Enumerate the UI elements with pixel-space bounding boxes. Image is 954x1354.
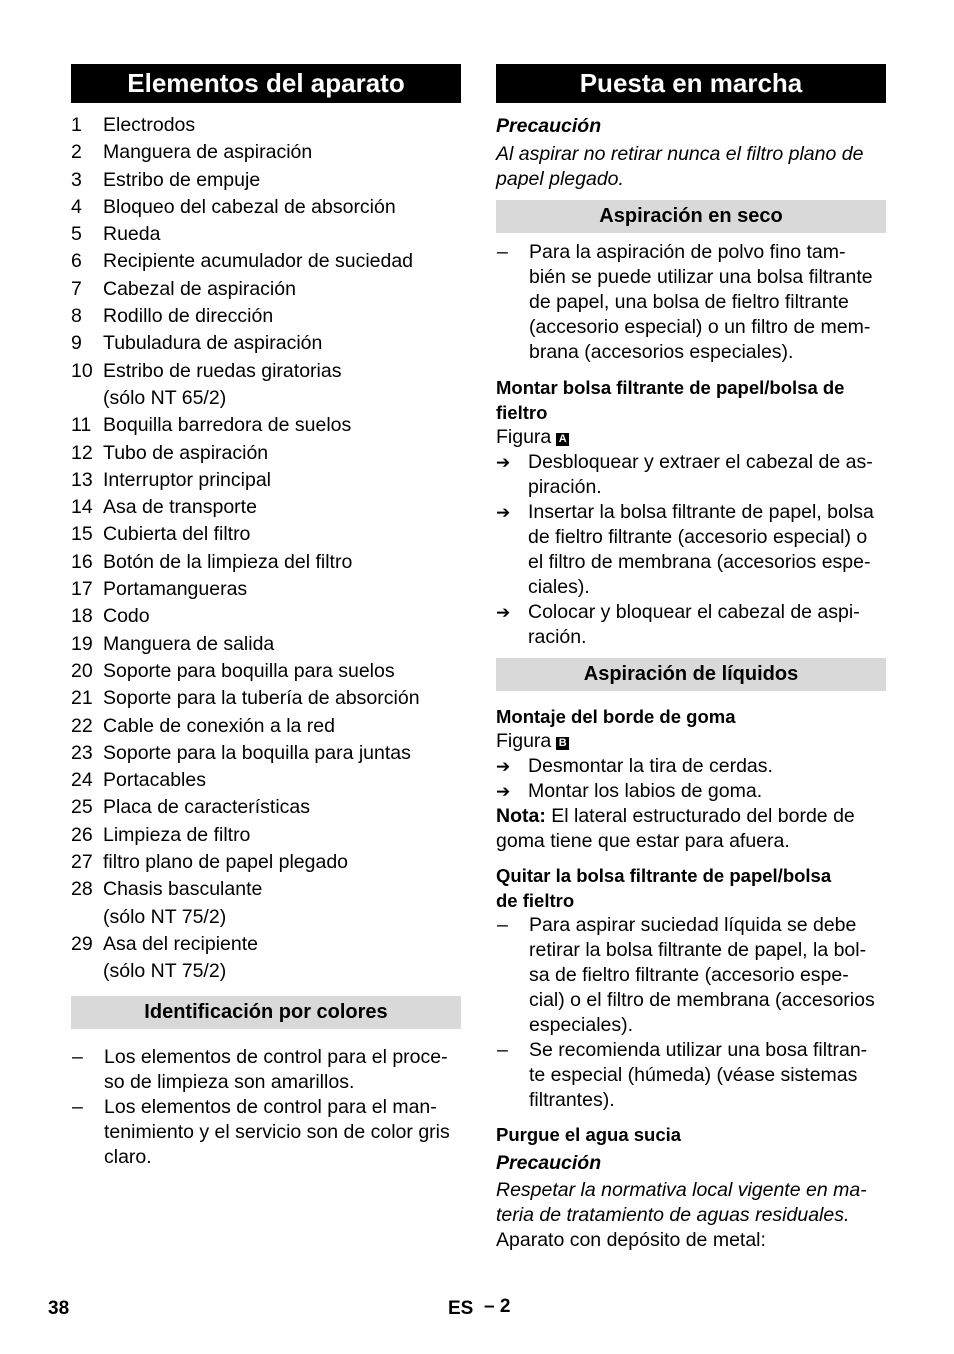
item-number: 8 [71, 305, 82, 328]
list-item [71, 467, 461, 494]
item-text [528, 779, 762, 804]
list-item [71, 631, 461, 658]
list-item [71, 1045, 461, 1095]
text-line: filtrantes). [529, 1089, 615, 1111]
list-item [71, 412, 461, 439]
arrow-right-icon: ➔ [496, 453, 511, 472]
item-number: 15 [71, 523, 93, 546]
item-label [103, 248, 461, 275]
list-item [71, 167, 461, 194]
item-number: 1 [71, 114, 82, 136]
text-line: tenimiento y el servicio son de color gris [104, 1120, 450, 1143]
list-item [496, 600, 886, 650]
list-item [71, 194, 461, 221]
language-code: ES [448, 1298, 474, 1319]
text-line: Al aspirar no retirar nunca el filtro plano de [496, 143, 864, 165]
text-line: Montar los labios de goma. [528, 780, 763, 802]
list-item [496, 500, 886, 600]
list-item [71, 931, 461, 986]
item-label [103, 931, 461, 986]
item-label [103, 631, 461, 658]
item-number: 27 [71, 851, 93, 874]
figure-reference-a [496, 425, 886, 450]
item-label [103, 794, 461, 821]
rubber-edge-heading: Montaje del borde de goma [496, 706, 736, 727]
list-item [71, 794, 461, 821]
item-number: 19 [71, 632, 93, 655]
list-item [71, 822, 461, 849]
mount-filter-bag-heading [496, 375, 886, 425]
item-label [103, 330, 461, 357]
item-number: 6 [71, 250, 82, 273]
item-text [529, 240, 873, 365]
text-line: Asa de transporte [103, 496, 257, 519]
item-number: 17 [71, 578, 93, 601]
list-item [71, 1095, 461, 1170]
text-line: Cable de conexión a la red [103, 714, 335, 737]
text-line: retirar la bolsa filtrante de papel, la bol- [529, 939, 867, 961]
text-line: Tubo de aspiración [103, 441, 269, 464]
dash-bullet-icon: – [72, 1045, 83, 1068]
right-column [496, 64, 886, 1253]
arrow-right-icon: ➔ [496, 603, 511, 622]
item-label [103, 440, 461, 467]
item-label [103, 658, 461, 685]
text-line: el filtro de membrana (accesorios espe- [528, 551, 871, 573]
text-line: Codo [103, 605, 150, 628]
list-item [71, 767, 461, 794]
drain-text: Aparato con depósito de metal: [496, 1229, 766, 1251]
text-line: Tubuladura de aspiración [103, 332, 323, 355]
text-line: Quitar la bolsa filtrante de papel/bolsa [496, 865, 832, 886]
list-item [71, 549, 461, 576]
mount-filter-bag-steps [496, 450, 886, 650]
item-number: 20 [71, 659, 93, 682]
text-line: (sólo NT 75/2) [103, 905, 227, 928]
note-label: Nota: [496, 805, 546, 827]
list-item [496, 779, 886, 804]
note-paragraph [496, 804, 886, 854]
text-line: Para la aspiración de polvo fino tam- [529, 241, 846, 263]
item-label [103, 767, 461, 794]
item-label [103, 740, 461, 767]
text-line: Electrodos [103, 114, 196, 136]
figure-label: Figura [496, 730, 552, 752]
item-label [103, 358, 461, 413]
text-line: Soporte para la tubería de absorción [103, 687, 420, 710]
text-line: Manguera de aspiración [103, 141, 313, 164]
text-line: Para aspirar suciedad líquida se debe [529, 914, 857, 936]
text-line: (sólo NT 75/2) [103, 960, 227, 983]
item-number: 12 [71, 441, 93, 464]
item-number: 28 [71, 878, 93, 901]
dry-vacuuming-list [496, 240, 886, 365]
item-number: 2 [71, 141, 82, 164]
item-number: 9 [71, 332, 82, 355]
list-item [71, 876, 461, 931]
item-label [103, 167, 461, 194]
text-line: Estribo de ruedas giratorias [103, 359, 342, 382]
item-number: 22 [71, 714, 93, 737]
list-item [71, 139, 461, 166]
text-line: Botón de la limpieza del filtro [103, 550, 353, 573]
text-line: claro. [104, 1145, 152, 1168]
figure-a-icon: A [556, 433, 569, 446]
text-line: Limpieza de filtro [103, 823, 251, 846]
remove-filter-bag-heading [496, 863, 886, 913]
item-text [104, 1045, 448, 1095]
list-item [496, 240, 886, 365]
text-line: Manguera de salida [103, 632, 275, 655]
text-line: cial) o el filtro de membrana (accesorios [529, 989, 875, 1011]
item-number: 21 [71, 687, 93, 710]
item-label [103, 412, 461, 439]
text-line: Estribo de empuje [103, 168, 261, 191]
text-line: Soporte para la boquilla para juntas [103, 741, 411, 764]
text-line: de fieltro [496, 890, 575, 911]
text-line: te especial (húmeda) (véase sistemas [529, 1064, 858, 1086]
item-number: 13 [71, 468, 93, 491]
text-line: Se recomienda utilizar una bosa filtran- [529, 1039, 868, 1061]
list-item [71, 576, 461, 603]
page-number: 38 [48, 1298, 70, 1319]
list-item [71, 494, 461, 521]
text-line: Montar bolsa filtrante de papel/bolsa de [496, 377, 845, 398]
text-line: Los elementos de control para el man- [104, 1095, 437, 1118]
text-line: Asa del recipiente [103, 932, 259, 955]
color-identification-list [71, 1045, 461, 1170]
text-line: ciales). [528, 576, 590, 598]
text-line: Boquilla barredora de suelos [103, 414, 352, 437]
text-line: Interruptor principal [103, 468, 271, 491]
dash-bullet-icon: – [497, 914, 508, 936]
text-line: Respetar la normativa local vigente en ma- [496, 1179, 867, 1201]
text-line: teria de tratamiento de aguas residuales. [496, 1204, 850, 1226]
list-item [71, 713, 461, 740]
subsection-heading-liquid-vacuuming: Aspiración de líquidos [496, 658, 886, 691]
item-number: 5 [71, 223, 82, 246]
text-line: Rueda [103, 223, 161, 246]
text-line: sa de fieltro filtrante (accesorio espe- [529, 964, 849, 986]
item-number: 18 [71, 605, 93, 628]
item-number: 4 [71, 195, 82, 218]
caution-text [496, 142, 886, 192]
dash-bullet-icon: – [497, 241, 508, 263]
text-line: Colocar y bloquear el cabezal de aspi- [528, 601, 860, 623]
item-label [103, 549, 461, 576]
figure-label: Figura [496, 426, 552, 448]
item-text [104, 1095, 450, 1170]
item-text [529, 913, 875, 1038]
item-number: 24 [71, 769, 93, 792]
text-line: Chasis basculante [103, 878, 263, 901]
item-label [103, 849, 461, 876]
list-item [71, 440, 461, 467]
item-number: 23 [71, 741, 93, 764]
text-line: de fieltro filtrante (accesorio especial) o [528, 526, 868, 548]
item-label [103, 221, 461, 248]
item-text [528, 754, 773, 779]
list-item [496, 754, 886, 779]
text-line: filtro plano de papel plegado [103, 851, 349, 874]
arrow-right-icon: ➔ [496, 503, 511, 522]
item-text [528, 500, 874, 600]
list-item [71, 112, 461, 139]
text-line: Placa de características [103, 796, 311, 819]
item-number: 11 [71, 414, 92, 437]
item-label [103, 276, 461, 303]
section-heading-elements: Elementos del aparato [71, 64, 461, 103]
item-label [103, 603, 461, 630]
item-number: 3 [71, 168, 82, 191]
text-line: papel plegado. [496, 168, 624, 190]
item-number: 29 [71, 932, 93, 955]
caution-title: Precaución [496, 1152, 602, 1174]
figure-reference-b [496, 729, 886, 754]
item-text [528, 450, 873, 500]
left-column [71, 64, 461, 1170]
item-label [103, 139, 461, 166]
caution-title: Precaución [496, 115, 602, 137]
list-item [71, 358, 461, 413]
item-label [103, 303, 461, 330]
item-label [103, 521, 461, 548]
list-item [71, 248, 461, 275]
text-line: fieltro [496, 402, 548, 423]
text-line: Cubierta del filtro [103, 523, 251, 546]
dash-bullet-icon: – [497, 1039, 508, 1061]
item-label [103, 713, 461, 740]
item-label [103, 685, 461, 712]
list-item [496, 450, 886, 500]
text-line: Desbloquear y extraer el cabezal de as- [528, 451, 873, 473]
section-code: – 2 [484, 1296, 511, 1317]
text-line: ración. [528, 626, 587, 648]
remove-filter-bag-list [496, 913, 886, 1113]
text-line: piración. [528, 476, 602, 498]
parts-list [71, 112, 461, 986]
item-label [103, 822, 461, 849]
dash-bullet-icon: – [72, 1095, 83, 1118]
list-item [71, 330, 461, 357]
rubber-edge-steps [496, 754, 886, 804]
text-line: Soporte para boquilla para suelos [103, 659, 395, 682]
caution-text [496, 1178, 886, 1228]
item-text [528, 600, 860, 650]
item-number: 16 [71, 550, 93, 573]
list-item [71, 221, 461, 248]
list-item [71, 276, 461, 303]
text-line: so de limpieza son amarillos. [104, 1070, 355, 1093]
item-label [103, 112, 461, 139]
list-item [71, 603, 461, 630]
list-item [71, 521, 461, 548]
item-label [103, 194, 461, 221]
item-number: 7 [71, 277, 82, 300]
subsection-heading-colors: Identificación por colores [71, 996, 461, 1029]
text-line: especiales). [529, 1014, 634, 1036]
text-line: Recipiente acumulador de suciedad [103, 250, 414, 273]
subsection-heading-dry-vacuuming: Aspiración en seco [496, 200, 886, 233]
note-text-line-1: El lateral estructurado del borde de [545, 805, 855, 827]
text-line: Portacables [103, 769, 206, 792]
item-number: 10 [71, 359, 93, 382]
section-heading-startup: Puesta en marcha [496, 64, 886, 103]
list-item [71, 658, 461, 685]
item-number: 25 [71, 796, 93, 819]
text-line: Portamangueras [103, 578, 248, 601]
text-line: Desmontar la tira de cerdas. [528, 755, 773, 777]
figure-b-icon: B [556, 737, 569, 750]
arrow-right-icon: ➔ [496, 782, 511, 801]
item-label [103, 467, 461, 494]
drain-dirty-water-heading: Purgue el agua sucia [496, 1124, 682, 1145]
text-line: Bloqueo del cabezal de absorción [103, 195, 396, 218]
list-item [496, 913, 886, 1038]
note-text-line-2: goma tiene que estar para afuera. [496, 830, 790, 852]
list-item [71, 740, 461, 767]
text-line: (accesorio especial) o un filtro de mem- [529, 316, 871, 338]
list-item [496, 1038, 886, 1113]
item-text [529, 1038, 867, 1113]
item-label [103, 494, 461, 521]
text-line: brana (accesorios especiales). [529, 341, 794, 363]
list-item [71, 849, 461, 876]
text-line: bién se puede utilizar una bolsa filtrante [529, 266, 873, 288]
arrow-right-icon: ➔ [496, 757, 511, 776]
item-label [103, 876, 461, 931]
item-number: 14 [71, 496, 93, 519]
item-label [103, 576, 461, 603]
list-item [71, 685, 461, 712]
text-line: Insertar la bolsa filtrante de papel, bolsa [528, 501, 874, 523]
text-line: (sólo NT 65/2) [103, 386, 227, 409]
item-number: 26 [71, 823, 93, 846]
text-line: Cabezal de aspiración [103, 277, 296, 300]
list-item [71, 303, 461, 330]
text-line: Rodillo de dirección [103, 305, 274, 328]
text-line: de papel, una bolsa de fieltro filtrante [529, 291, 849, 313]
text-line: Los elementos de control para el proce- [104, 1045, 448, 1068]
